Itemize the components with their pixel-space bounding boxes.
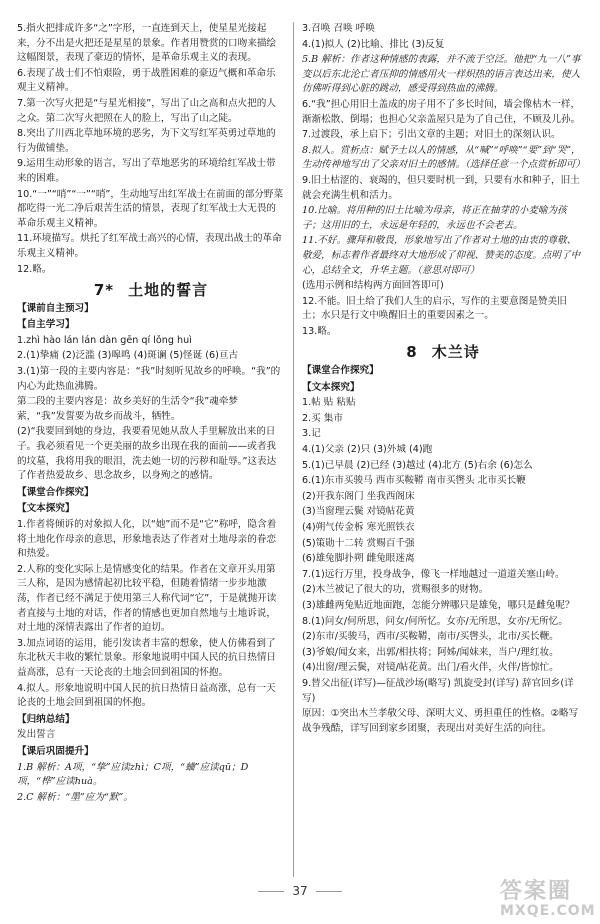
right-column: [302, 22, 584, 737]
answer-item: 发出誓言: [17, 729, 56, 741]
answer-item: 3.召唤 召唤 呼唤: [302, 23, 375, 34]
answer-item: 2.人称的变化实际上是情感变化的结果。作者在文章开头用第三人称，是因为感情起初比较平稳，但随着情绪一步步地激荡，作者已经不满足于使用第三人称代词“它”，于是就抛开读者直接与土地的对话，作者的情感也更加自然地与土地诉说，对土地的深情表露出了作者的迫切。: [17, 563, 277, 634]
answer-item: 4.(1)父亲 (2)只 (3)外城 (4)跑: [302, 444, 433, 456]
answer-item: 3.加点词语的运用，能引发读者丰富的想象，使人仿佛看到了东北秋天丰收的繁忙景象。形象地说明中国人民的抗日热情日益高涨，总有一天论丧的土地会回到祖国的怀抱。: [17, 637, 277, 678]
answer-item: 3.(1)第一段的主要内容是：“我”时刻听见故乡的呼唤。“我”的内心为此热血沸腾。: [17, 366, 281, 392]
answer-item: 1.B 解析：A项，“挚”应读zhì；C项，“蛐”应读qū；D项，“桦”应读huà。: [17, 761, 249, 788]
answer-item: 6.表现了战士们不怕艰险，勇于战胜困难的豪迈气概和革命乐观主义精神。: [17, 67, 276, 94]
answer-item: 8.突出了川西北草地环境的恶劣，为下文写红军英勇过草地的行为做铺垫。: [17, 128, 276, 154]
answer-item: 6.(1)东市买骏马 西市买鞍鞯 南市买辔头 北市买长鞭: [302, 475, 526, 487]
answer-item: (2)东市/买骏马，西市/买鞍鞯，南市/买辔头，北市/买长鞭。: [302, 631, 559, 643]
answer-item: 2.C 解析：“墨”应为“默”。: [17, 791, 133, 803]
column-divider: [293, 22, 294, 877]
watermark-logo: [500, 879, 596, 920]
answer-item: (5)策勋十二转 赏赐百千强: [302, 537, 415, 549]
answer-item: 第二段的主要内容是：故乡美好的生活令“我”魂牵梦萦，“我”发誓要为故乡而战斗，牺牲。: [17, 396, 239, 422]
watermark-url: MXQE.COM: [500, 903, 596, 919]
answer-item: 10.比喻。将用种的旧土比喻为母亲，将正在抽芽的小麦喻为孩子；这用旧的土，永远是年轻的，永远也不会老去。: [302, 205, 567, 231]
answer-item: 11.不好。骤拜和敬畏，形象地写出了作者对土地的由衷的尊敬、敬爱，标志着作者最终对大地形成了仰视、赞美的态度。点明了中心，总结全文，升华主题。（意思对即可）: [302, 235, 581, 276]
answer-item: (3)雄雌两兔贴近地面跑，怎能分辨哪只是雄兔，哪只是雌兔呢？: [302, 599, 575, 611]
footer-rule-left: [258, 891, 284, 892]
answer-item: 12.不能。旧土给了我们人生的启示，写作的主要意图是赞美旧土；水只是行文中唤醒旧土的重要因素之一。: [302, 295, 567, 322]
answer-item: 11.环境描写。烘托了红军战士高兴的心情，表现出战士的革命乐观主义精神。: [17, 233, 282, 259]
answer-item: 9.替父出征(详写)—征战沙场(略写) 凯旋受封(详写) 辞官回乡(详写): [302, 677, 574, 704]
answer-item: (2)“我要回到她的身边，我要看见她从敌人手里解放出来的日子。我必须看见一个更美丽的故乡出现在我的面前——或者我的坟墓，我将用我的眼泪，洗去她一切的污秽和耻辱。”这表达了作者热爱故乡、思念故乡，以身殉之的感情。: [17, 426, 277, 482]
answer-item: 1.作者将倾诉的对象拟人化，以“她”而不是“它”称呼，隐含着将土地化作母亲的意思，形象地表达了作者对土地母亲的眷恋和热爱。: [17, 519, 277, 560]
section-heading: 【归纳总结】: [17, 713, 75, 725]
answer-item: 3.记: [302, 428, 321, 440]
answer-item: 2.(1)挚痛 (2)泛滥 (3)嗥鸣 (4)斑谰 (5)怪诞 (6)亘古: [17, 350, 239, 362]
answer-item: 1.zhì hào lán lán dàn gēn qí lǒng huì: [17, 334, 192, 346]
answer-item: 10.“一”“哨”“一”“哨”，生动地写出红军战士在前面的部分野菜都吃得一光二净后艰苦生活的情景，表现了红军战士大无畏的革命乐观主义精神。: [17, 188, 284, 229]
page-number: 37: [292, 884, 308, 898]
answer-item: 9.运用生动形象的语言，写出了草地恶劣的环境给红军战士带来的困难。: [17, 158, 276, 184]
answer-item: 8.(1)问女/何所思，问女/何所忆。女亦/无所思，女亦/无所忆。: [302, 615, 568, 627]
chapter-title: [17, 283, 285, 298]
answer-item: 4.(1)拟人 (2)比喻、排比 (3)反复: [302, 38, 445, 50]
answer-item: (3)当窗理云鬓 对镜帖花黄: [302, 506, 415, 518]
left-column: [17, 22, 285, 806]
answer-item: 5.指火把排成许多“之”字形，一直连到天上，使星星光接起来，分不出是火把还是星星的景象。作者用赞赏的口吻来描绘这幅图景，表现了豪迈的情怀，是革命乐观主义的表现。: [17, 23, 277, 64]
answer-item: 4.拟人。形象地说明中国人民的抗日热情日益高涨，总有一天论丧的土地会回到祖国的怀抱。: [17, 682, 276, 709]
watermark-text: 答案圈: [500, 879, 573, 904]
section-heading: 【课堂合作探究】: [302, 365, 379, 377]
answer-item: (选用示例和结构两方面回答即可): [302, 280, 444, 292]
section-heading: 【课前自主预习】: [17, 302, 94, 314]
chapter-heading: 土地的誓言: [128, 281, 209, 300]
answer-item: 6.“我”担心用旧土盖成的房子用不了多长时间，墙会像枯木一样，渐渐松散、倒塌；也担心父亲盖屋只是为了自己住，不顾及儿孙。: [302, 98, 581, 125]
answer-item: (4)朔气传金柝 寒光照铁衣: [302, 522, 415, 533]
answer-item: 9.旧土枯涩的、衰竭的，但只要时机一到，只要有水和种子，旧土就会充满生机和活力。: [302, 174, 580, 201]
answer-item: (4)出窗/理云鬓，对镜/帖花黄。出门/看火伴，火伴/皆惊忙。: [302, 662, 559, 674]
chapter-heading: 木兰诗: [431, 343, 480, 362]
answer-item: (2)开我东阁门 坐我西阁床: [302, 490, 415, 502]
answer-item: 13.略。: [302, 325, 337, 337]
answer-item: 7.第一次写火把是“与星光相接”，写出了山之高和点火把的人之众。第二次写火把照在人的脸上，写出了山之陡。: [17, 97, 276, 124]
section-heading: 【自主学习】: [17, 319, 75, 331]
chapter-number: 8: [406, 343, 418, 362]
chapter-title: [302, 345, 584, 360]
answer-item: 原因：①突出木兰孝敬父母、深明大义、勇担重任的性格。②略写战争残酷，详写回到家乡团聚，表现出对美好生活的向往。: [302, 708, 579, 734]
answer-item: (2)木兰被记了很大的功，赏赐很多的财物。: [302, 584, 489, 596]
chapter-number: 7*: [93, 281, 115, 300]
answer-item: 8.拟人。赏析点：赋予土以人的情感，从“喊”“呼唤”“要”到“哭”，生动传神地写出了父亲对旧土的感情。（选择任意一个点赏析即可）: [302, 144, 586, 171]
section-heading: 【课后巩固提升】: [17, 745, 94, 757]
answer-item: 5.B 解析：作者这种情感的表露，并不流于空泛。他把“九一八”事变以后东北沦亡者压抑的情感用火一样炽热的语言表达出来，使人仿佛听得到心脏的跳动，感受得到热血的沸腾。: [302, 54, 581, 95]
answer-item: 7.(1)远行万里，投身战争，像飞一样地越过一道道关塞山岭。: [302, 568, 565, 580]
answer-item: 12.略。: [17, 263, 52, 275]
section-heading: 【课堂合作探究】: [17, 486, 94, 498]
answer-item: 1.帖 贴 粘贴: [302, 397, 356, 409]
answer-item: 7.过渡段，承上启下；引出文章的主题；对旧土的深刻认识。: [302, 129, 561, 141]
answer-item: 5.(1)已早晨 (2)已经 (3)越过 (4)北方 (5)右余 (6)怎么: [302, 459, 533, 471]
answer-item: (6)雄兔脚扑朔 雌兔眼迷离: [302, 553, 415, 565]
section-heading: 【文本探究】: [302, 381, 360, 393]
footer-rule-right: [316, 891, 342, 892]
section-heading: 【文本探究】: [17, 503, 75, 515]
answer-item: (3)爷娘/闻女来，出郭/相扶将；阿姊/闻妹来，当户/理红妆。: [302, 646, 559, 658]
answer-item: 2.买 集市: [302, 412, 343, 424]
